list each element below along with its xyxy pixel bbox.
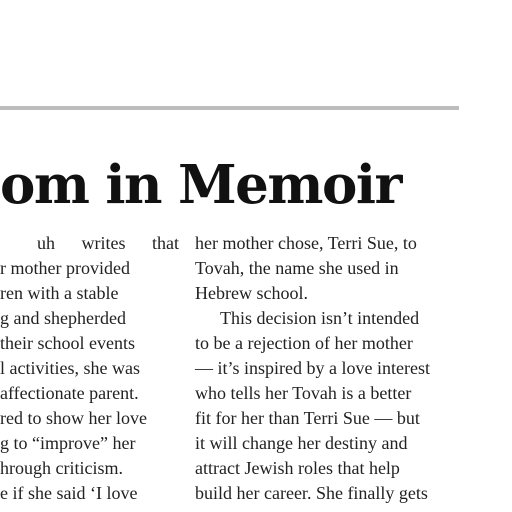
column-left-line: their school events (0, 333, 135, 353)
column-right-line: her mother chose, Terri Sue, to (195, 233, 417, 253)
column-right-line: Hebrew school. (195, 283, 308, 303)
column-right-line: attract Jewish roles that help (195, 458, 400, 478)
column-left-line: g to “improve” her (0, 433, 136, 453)
column-left-line: affectionate parent. (0, 383, 139, 403)
column-right-line: This decision isn’t intended (220, 308, 420, 328)
column-left-line: ren with a stable (0, 283, 119, 303)
section-divider (0, 106, 459, 110)
column-right-line: Tovah, the name she used in (195, 258, 399, 278)
column-left-line: red to show her love (0, 408, 147, 428)
column-right-line: — it’s inspired by a love interest (195, 358, 430, 378)
article-headline: om in Memoir (0, 154, 401, 216)
column-left-line: r mother provided (0, 258, 130, 278)
column-right-line: to be a rejection of her mother (195, 333, 413, 353)
column-left-line: hrough criticism. (0, 458, 123, 478)
column-right-line: who tells her Tovah is a better (195, 383, 412, 403)
column-left-line: uh writes that (37, 233, 179, 253)
column-right-line: it will change her destiny and (195, 433, 408, 453)
column-left-line: g and shepherded (0, 308, 126, 328)
column-left-line: e if she said ‘I love (0, 483, 138, 503)
column-right-line: build her career. She finally gets (195, 483, 428, 503)
column-right-line: fit for her than Terri Sue — but (195, 408, 420, 428)
column-left-line: l activities, she was (0, 358, 140, 378)
